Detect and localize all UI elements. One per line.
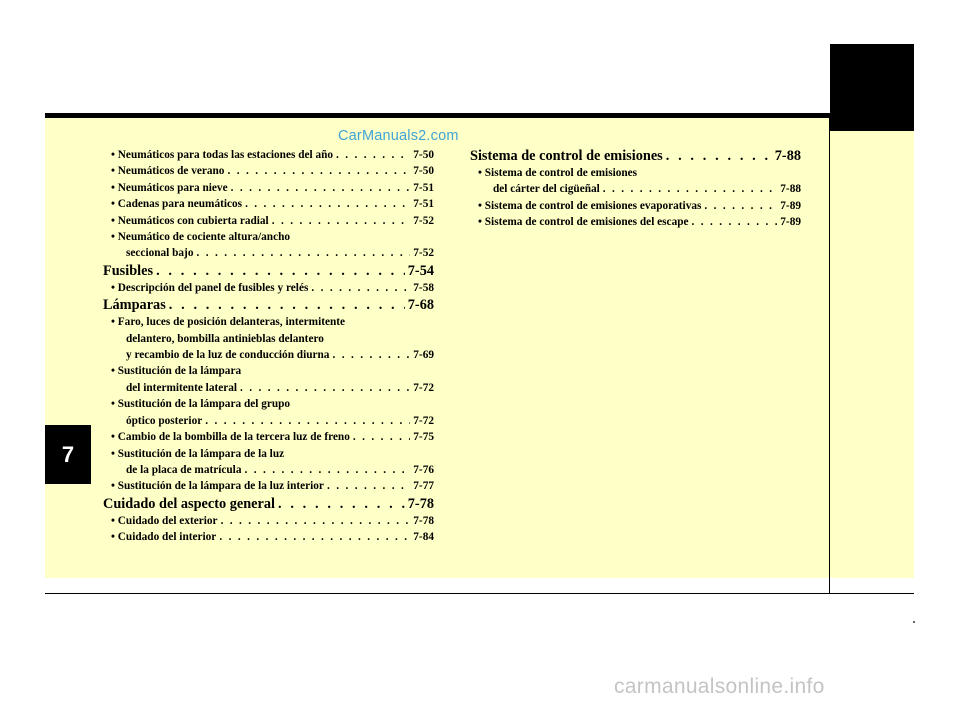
toc-subentry[interactable] bbox=[103, 314, 434, 363]
dot-leader bbox=[169, 296, 405, 314]
toc-subentry[interactable] bbox=[103, 396, 434, 429]
header-rule bbox=[45, 113, 830, 118]
dot-leader bbox=[196, 245, 410, 261]
toc-entry-title: • Cuidado del exterior bbox=[111, 514, 218, 527]
toc-line bbox=[103, 380, 434, 396]
toc-page-number: 7-88 bbox=[774, 148, 801, 164]
toc-subentry[interactable] bbox=[470, 214, 801, 230]
toc-page-number: 7-72 bbox=[413, 414, 434, 427]
corner-block bbox=[830, 44, 914, 131]
toc-page-number: 7-51 bbox=[413, 198, 434, 211]
toc-page-number: 7-89 bbox=[780, 216, 801, 229]
toc-page-number: 7-54 bbox=[407, 262, 434, 279]
toc-entry-title: • Sustitución de la lámpara bbox=[111, 365, 242, 378]
toc-page-number: 7-50 bbox=[413, 149, 434, 161]
toc-line bbox=[103, 363, 434, 379]
toc-page-number: 7-52 bbox=[413, 214, 434, 227]
toc-page-number: 7-76 bbox=[413, 463, 434, 476]
toc-entry-title: óptico posterior bbox=[126, 414, 203, 427]
toc-subentry[interactable] bbox=[103, 213, 434, 229]
toc-entry-title: delantero, bombilla antinieblas delantero bbox=[126, 332, 324, 345]
dot-leader bbox=[336, 147, 410, 163]
dot-leader bbox=[272, 213, 411, 229]
dot-leader bbox=[327, 478, 410, 494]
toc-entry-title: • Sustitución de la lámpara de la luz bbox=[111, 447, 285, 460]
toc-subentry[interactable] bbox=[103, 229, 434, 262]
toc-line bbox=[103, 280, 434, 296]
toc-subentry[interactable] bbox=[103, 196, 434, 212]
toc-line bbox=[103, 262, 434, 280]
dot-leader bbox=[156, 262, 405, 280]
dot-leader bbox=[244, 462, 410, 478]
toc-line bbox=[470, 181, 801, 197]
toc-entry-title: • Neumáticos de verano bbox=[111, 165, 225, 178]
dot-leader bbox=[231, 180, 411, 196]
toc-page-number: 7-52 bbox=[413, 247, 434, 260]
toc-entry-title: • Neumáticos con cubierta radial bbox=[111, 214, 269, 227]
margin-divider bbox=[829, 113, 830, 594]
toc-line bbox=[103, 462, 434, 478]
toc-subentry[interactable] bbox=[103, 529, 434, 545]
dot-leader bbox=[219, 529, 410, 545]
toc-line bbox=[103, 413, 434, 429]
toc-page-number: 7-84 bbox=[413, 531, 434, 544]
toc-entry-title: • Sustitución de la lámpara de la luz interior bbox=[111, 480, 324, 493]
toc-line bbox=[103, 347, 434, 363]
toc-entry-title: • Neumáticos para nieve bbox=[111, 181, 228, 194]
toc-page-number: 7-78 bbox=[413, 514, 434, 527]
dot-leader bbox=[227, 163, 410, 179]
toc-entry-title: de la placa de matrícula bbox=[126, 463, 242, 476]
toc-entry-title: Fusibles bbox=[103, 262, 154, 279]
watermark-top[interactable]: CarManuals2.com bbox=[338, 128, 459, 144]
toc-page-number: 7-69 bbox=[413, 349, 434, 362]
toc-entry-title: • Cuidado del interior bbox=[111, 531, 217, 544]
dot-leader bbox=[205, 413, 410, 429]
dot-leader bbox=[666, 147, 772, 165]
dot-leader bbox=[332, 347, 410, 363]
toc-page-number: 7-72 bbox=[413, 381, 434, 394]
toc-line bbox=[103, 513, 434, 529]
toc-line bbox=[103, 314, 434, 330]
toc-line bbox=[470, 214, 801, 230]
toc-subentry[interactable] bbox=[103, 180, 434, 196]
watermark-bottom[interactable]: carmanualsonline.info bbox=[614, 675, 825, 698]
toc-entry-title: seccional bajo bbox=[126, 247, 194, 260]
toc-section-entry[interactable] bbox=[103, 296, 434, 314]
toc-entry-title: • Faro, luces de posición delanteras, intermitente bbox=[111, 316, 346, 329]
toc-entry-title: Cuidado del aspecto general bbox=[103, 495, 275, 512]
toc-subentry[interactable] bbox=[470, 198, 801, 214]
toc-line bbox=[470, 147, 801, 165]
footer-rule bbox=[45, 593, 914, 594]
toc-line bbox=[103, 296, 434, 314]
toc-line bbox=[103, 495, 434, 513]
toc-line bbox=[103, 213, 434, 229]
toc-page-number: 7-58 bbox=[413, 281, 434, 294]
toc-line bbox=[103, 163, 434, 179]
toc-left-column bbox=[103, 147, 434, 546]
toc-line bbox=[470, 165, 801, 181]
toc-entry-title: del cárter del cigüeñal bbox=[493, 183, 600, 196]
toc-entry-title: Lámparas bbox=[103, 297, 166, 314]
toc-entry-title: • Neumáticos para todas las estaciones del año bbox=[111, 149, 334, 161]
toc-line bbox=[103, 180, 434, 196]
toc-subentry[interactable] bbox=[103, 147, 434, 163]
toc-entry-title: y recambio de la luz de conducción diurna bbox=[126, 349, 330, 362]
toc-right-column bbox=[470, 147, 801, 231]
toc-subentry[interactable] bbox=[470, 165, 801, 198]
dot-leader bbox=[245, 196, 410, 212]
toc-entry-title: • Neumático de cociente altura/ancho bbox=[111, 231, 291, 244]
toc-line bbox=[103, 229, 434, 245]
toc-line bbox=[103, 245, 434, 261]
toc-line bbox=[103, 196, 434, 212]
toc-line bbox=[103, 478, 434, 494]
toc-section-entry[interactable] bbox=[103, 495, 434, 513]
toc-line bbox=[103, 147, 434, 163]
toc-entry-title: • Sistema de control de emisiones evaporativas bbox=[478, 199, 702, 212]
toc-subentry[interactable] bbox=[103, 478, 434, 494]
toc-line bbox=[103, 331, 434, 347]
toc-page-number: 7-51 bbox=[413, 181, 434, 194]
toc-page-number: 7-68 bbox=[407, 297, 434, 314]
toc-entry-title: Sistema de control de emisiones bbox=[470, 148, 663, 164]
toc-entry-title: • Descripción del panel de fusibles y relés bbox=[111, 281, 309, 294]
toc-entry-title: • Sistema de control de emisiones bbox=[478, 167, 638, 179]
dot-leader bbox=[353, 429, 410, 445]
dot-leader bbox=[311, 280, 410, 296]
toc-entry-title: del intermitente lateral bbox=[126, 381, 238, 394]
dot-leader bbox=[240, 380, 410, 396]
toc-subentry[interactable] bbox=[103, 163, 434, 179]
toc-line bbox=[470, 198, 801, 214]
toc-subentry[interactable] bbox=[103, 363, 434, 396]
toc-page-number: 7-89 bbox=[780, 199, 801, 212]
dot-leader bbox=[704, 198, 777, 214]
toc-page-number: 7-88 bbox=[780, 183, 801, 196]
dot-leader bbox=[278, 495, 405, 513]
toc-page-number: 7-75 bbox=[413, 431, 434, 444]
toc-line bbox=[103, 429, 434, 445]
toc-section-entry[interactable] bbox=[103, 262, 434, 280]
dot-leader bbox=[692, 214, 778, 230]
toc-page-number: 7-78 bbox=[407, 495, 434, 512]
toc-section-entry[interactable] bbox=[470, 147, 801, 165]
toc-entry-title: • Sustitución de la lámpara del grupo bbox=[111, 398, 291, 411]
toc-subentry[interactable] bbox=[103, 429, 434, 445]
toc-entry-title: • Cadenas para neumáticos bbox=[111, 198, 243, 211]
toc-entry-title: • Cambio de la bombilla de la tercera luz de freno bbox=[111, 431, 350, 444]
page-mark bbox=[913, 621, 915, 623]
toc-line bbox=[103, 396, 434, 412]
dot-leader bbox=[603, 181, 778, 197]
toc-line bbox=[103, 529, 434, 545]
toc-subentry[interactable] bbox=[103, 446, 434, 479]
toc-page-number: 7-77 bbox=[413, 480, 434, 493]
toc-subentry[interactable] bbox=[103, 513, 434, 529]
chapter-number: 7 bbox=[61, 441, 75, 467]
dot-leader bbox=[221, 513, 411, 529]
toc-entry-title: • Sistema de control de emisiones del escape bbox=[478, 216, 689, 229]
toc-subentry[interactable] bbox=[103, 280, 434, 296]
toc-line bbox=[103, 446, 434, 462]
chapter-tab[interactable] bbox=[45, 425, 91, 484]
toc-page-number: 7-50 bbox=[413, 165, 434, 178]
